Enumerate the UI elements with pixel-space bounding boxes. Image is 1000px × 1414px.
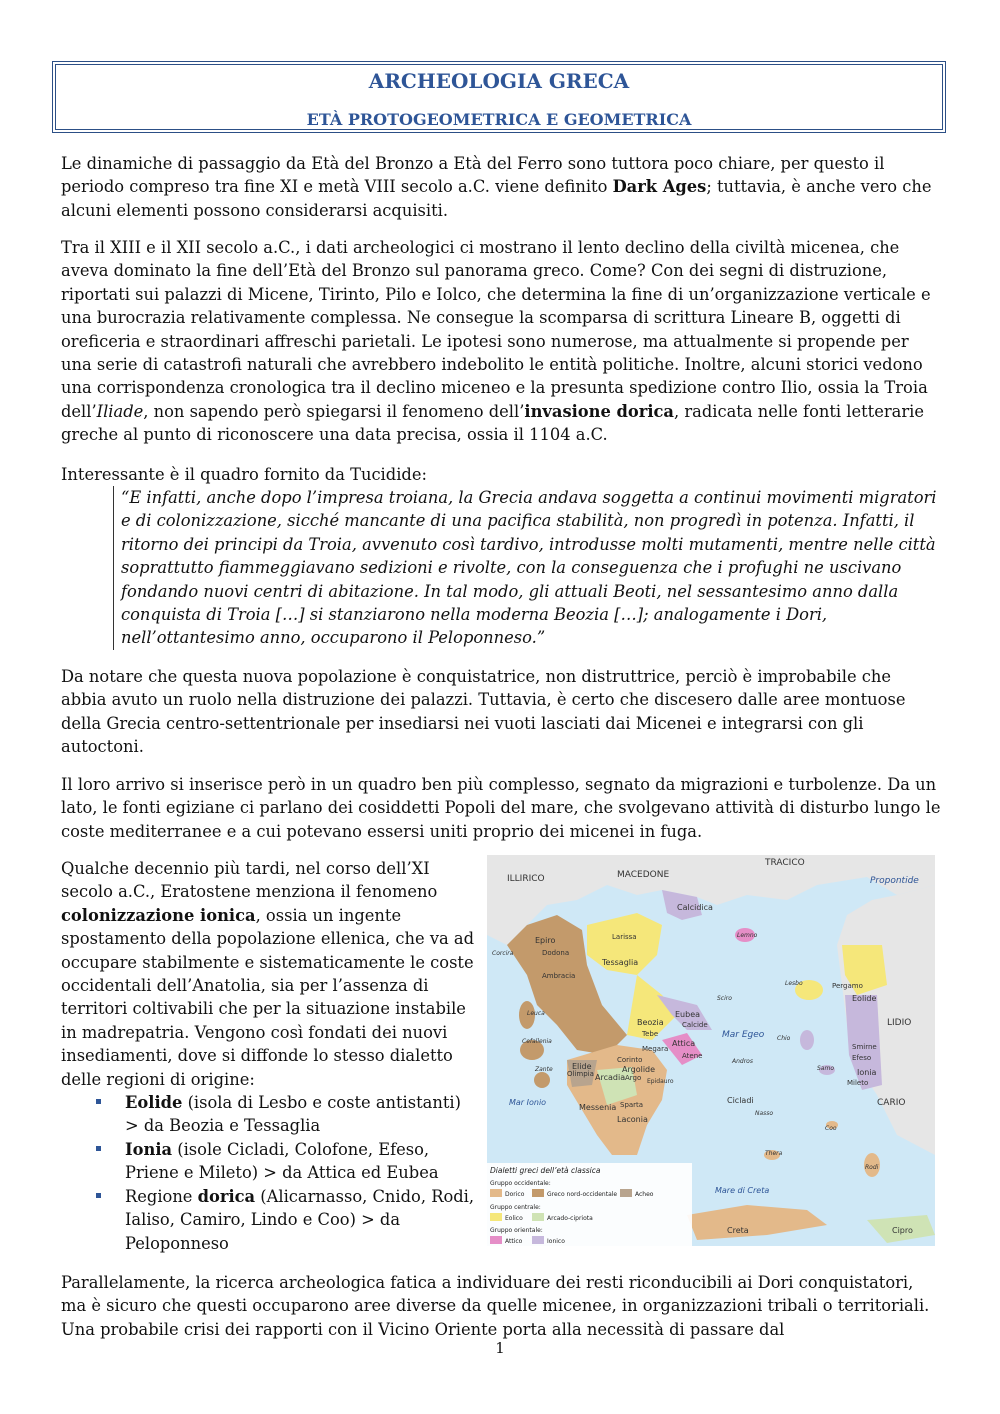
legend-swatch: [490, 1236, 502, 1244]
legend-title: Dialetti greci dell’età classica: [490, 1166, 601, 1175]
paragraph-colonization: [61, 857, 476, 1091]
map-label: Attica: [672, 1039, 696, 1048]
legend-swatch: [532, 1213, 544, 1221]
map-label: CARIO: [877, 1098, 906, 1108]
dialect-list: [61, 1091, 476, 1255]
map-label: Lemno: [737, 932, 758, 939]
map-label: Calcidica: [677, 903, 713, 912]
map-label: Thera: [765, 1150, 783, 1157]
document-subtitle: ETÀ PROTOGEOMETRICA E GEOMETRICA: [306, 110, 692, 129]
text-run: , non sapendo però spiegarsi il fenomeno dell’: [143, 401, 525, 421]
map-label: Eubea: [675, 1010, 701, 1019]
paragraph-tucidide: Interessante è il quadro fornito da Tucidide:: [61, 465, 427, 484]
map-label: TRACICO: [765, 858, 805, 868]
text-run: Qualche decennio più tardi, nel corso dell’XI secolo a.C., Eratostene menziona il fenomeno: [61, 859, 438, 902]
bold-term: dorica: [197, 1186, 256, 1206]
map-label: Tebe: [642, 1030, 659, 1038]
map-label: Argolide: [622, 1065, 656, 1074]
legend-label: Dorico: [505, 1191, 525, 1198]
map-label: Samo: [817, 1065, 835, 1072]
map-label: Atene: [682, 1052, 703, 1060]
map-label: Efeso: [852, 1054, 872, 1062]
map-label: Calcide: [682, 1021, 708, 1029]
legend-swatch: [490, 1189, 502, 1197]
list-item: [125, 1185, 476, 1255]
column-text: [61, 857, 476, 1255]
text-run: , ossia un ingente spostamento della popolazione ellenica, che va ad occupare stabilmente e sistematicamente le coste occidentali dell’Anatolia, sia per l’assenza di territori coltivabili che per la situazione instabile in madrepatria. Vengono così fondati dei nuovi insediamenti, dove si diffonde lo stesso dialetto delle regioni di origine:: [61, 905, 475, 1089]
map-label: Lesbo: [785, 980, 803, 987]
title-box: [52, 61, 946, 133]
map-label: Olimpia: [567, 1070, 594, 1078]
map-label: Argo: [625, 1074, 642, 1082]
map-label: Corcira: [492, 950, 514, 957]
bullet-icon: [96, 1193, 101, 1198]
map-label: Epidauro: [647, 1078, 674, 1085]
dialect-map: [487, 855, 935, 1246]
legend-group: Gruppo occidentale:: [490, 1180, 551, 1187]
paragraph-archaeology: Parallelamente, la ricerca archeologica fatica a individuare dei resti riconducibili ai Dori conquistatori, ma è sicuro che questi occuparono aree diverse da quelle micenee, in organizzazioni tribali o territoriali. Una probabile crisi dei rapporti con il Vicino Oriente porta alla necessità di passare dal: [61, 1273, 930, 1339]
map-label: Dodona: [542, 949, 570, 957]
map-label: Nasso: [755, 1110, 774, 1117]
map-label: Cipro: [892, 1226, 913, 1235]
map-label: LIDIO: [887, 1018, 912, 1028]
map-label: Cicladi: [727, 1096, 754, 1105]
document-title: ARCHEOLOGIA GRECA: [368, 69, 630, 93]
map-label: Ionia: [857, 1068, 877, 1077]
map-label: Messenia: [579, 1103, 617, 1112]
map-label: Tessaglia: [602, 958, 639, 967]
bold-term: colonizzazione ionica: [61, 905, 256, 925]
map-label: Propontide: [870, 876, 919, 886]
italic-term: Iliade: [96, 401, 144, 421]
text-run: (isola di Lesbo e coste antistanti) > da Beozia e Tessaglia: [125, 1093, 461, 1136]
map-label: Elide: [572, 1062, 592, 1071]
list-item: [125, 1138, 476, 1185]
legend-label: Greco nord-occidentale: [547, 1191, 618, 1198]
legend-swatch: [490, 1213, 502, 1221]
island-chio: [800, 1030, 814, 1050]
map-label: Rodi: [865, 1164, 879, 1171]
map-label: Sciro: [717, 995, 732, 1002]
map-label: Mar Ionio: [509, 1098, 547, 1107]
text-run: Regione: [125, 1186, 198, 1206]
legend-label: Ionico: [547, 1238, 565, 1245]
map-label: Laconia: [617, 1115, 648, 1124]
legend-group: Gruppo centrale:: [490, 1204, 541, 1211]
text-run: ; tuttavia, è anche vero che alcuni elementi possono considerarsi acquisiti.: [61, 177, 932, 220]
paragraph-intro: [61, 152, 941, 222]
legend-swatch: [532, 1189, 544, 1197]
map-label: Megara: [642, 1045, 669, 1053]
map-label: Coo: [825, 1125, 837, 1132]
bullet-icon: [96, 1146, 101, 1151]
text-run: Le dinamiche di passaggio da Età del Bronzo a Età del Ferro sono tuttora poco chiare, per questo il periodo compreso tra fine XI e metà VIII secolo a.C. viene definito: [61, 154, 885, 197]
map-label: Larissa: [612, 933, 637, 941]
map-label: Epiro: [535, 936, 556, 945]
map-label: Pergamo: [832, 982, 863, 990]
map-label: Sparta: [620, 1101, 644, 1109]
list-item: [125, 1091, 476, 1138]
legend-label: Attico: [505, 1238, 523, 1245]
bold-term: Dark Ages: [612, 177, 707, 197]
map-label: Mileto: [847, 1079, 869, 1087]
legend-label: Arcado-cipriota: [547, 1215, 593, 1222]
map-label: Corinto: [617, 1056, 643, 1064]
text-run: , radicata nelle fonti letterarie greche al punto di riconoscere una data precisa, ossia il 1104 a.C.: [61, 401, 924, 445]
legend-swatch: [620, 1189, 632, 1197]
paragraph-conquerors: Da notare che questa nuova popolazione è conquistatrice, non distruttrice, perciò è improbabile che abbia avuto un ruolo nella distruzione dei palazzi. Tuttavia, è certo che discesero dalle aree montuose della Grecia centro-settentrionale per insediarsi nei vuoti lasciati dai Micenei e integrarsi con gli autoctoni.: [61, 667, 906, 757]
map-label: Mar Egeo: [722, 1030, 765, 1040]
map-label: Andros: [732, 1058, 753, 1065]
map-label: ILLIRICO: [507, 874, 545, 884]
bold-term: Eolide: [125, 1093, 183, 1113]
bold-term: invasione dorica: [524, 401, 674, 421]
legend-label: Acheo: [635, 1191, 654, 1198]
legend-swatch: [532, 1236, 544, 1244]
blockquote: “E infatti, anche dopo l’impresa troiana, la Grecia andava soggetta a continui movimenti migratori e di colonizzazione, sicché mancante di una pacifica stabilità, non progredì in potenza. Infatti, il ritorno dei principi da Troia, avvenuto così tardivo, introdusse molti mutamenti, mentre nelle città soprattutto fiammeggiavano sedizioni e rivolte, con la conseguenza che i profughi ne uscivano fondando nuovi centri di abitazione. In tal modo, gli attuali Beoti, nel sessantesimo anno dalla conquista di Troia […] si stanziarono nella moderna Beozia […]; analogamente i Dori, nell’ottantesimo anno, occuparono il Peloponneso.”: [113, 486, 941, 650]
map-label: Smirne: [852, 1043, 877, 1051]
map-label: Eolide: [852, 994, 877, 1003]
page-number: 1: [495, 1339, 505, 1357]
map-label: Ambracia: [542, 972, 576, 980]
legend-label: Eolico: [505, 1215, 523, 1222]
map-legend: [487, 1163, 692, 1246]
text-run: (Alicarnasso, Cnido, Rodi, Ialiso, Camiro, Lindo e Coo) > da Peloponneso: [125, 1186, 475, 1253]
bold-term: Ionia: [125, 1139, 173, 1159]
map-label: Chio: [777, 1035, 791, 1042]
text-run: (isole Cicladi, Colofone, Efeso, Priene e Mileto) > da Attica ed Eubea: [125, 1139, 439, 1183]
text-run: Tra il XIII e il XII secolo a.C., i dati archeologici ci mostrano il lento declino della civiltà micenea, che aveva dominato la fine dell’Età del Bronzo sul panorama greco. Come? Con dei segni di distruzione, riportati sui palazzi di Micene, Tirinto, Pilo e Iolco, che determina la fine di un’organizzazione verticale e una burocrazia relativamente complessa. Ne consegue la scomparsa di scrittura Lineare B, oggetti di oreficeria e straordinari affreschi parietali. Le ipotesi sono numerose, ma attualmente si propende per una serie di catastrofi naturali che avrebbero indebolito le entità politiche. Inoltre, alcuni storici vedono una corrispondenza cronologica tra il declino miceneo e la presunta spedizione contro Ilio, ossia la Troia dell’: [61, 238, 931, 421]
map-label: MACEDONE: [617, 870, 670, 880]
island-zante: [534, 1072, 550, 1088]
legend-group: Gruppo orientale:: [490, 1227, 543, 1234]
bullet-icon: [96, 1099, 101, 1104]
paragraph-decline: [61, 236, 941, 447]
paragraph-migrations: Il loro arrivo si inserisce però in un quadro ben più complesso, segnato da migrazioni e turbolenze. Da un lato, le fonti egiziane ci parlano dei cosiddetti Popoli del mare, che svolgevano attività di disturbo lungo le coste mediterranee e a cui potevano essersi uniti proprio dei micenei in fuga.: [61, 775, 941, 841]
map-label: Zante: [535, 1066, 553, 1073]
map-label: Creta: [727, 1226, 749, 1235]
map-label: Cefallenia: [522, 1038, 552, 1045]
map-label: Leuca: [527, 1010, 545, 1017]
map-label: Beozia: [637, 1018, 664, 1027]
map-label: Mare di Creta: [715, 1186, 770, 1195]
map-label: Arcadia: [595, 1073, 626, 1082]
